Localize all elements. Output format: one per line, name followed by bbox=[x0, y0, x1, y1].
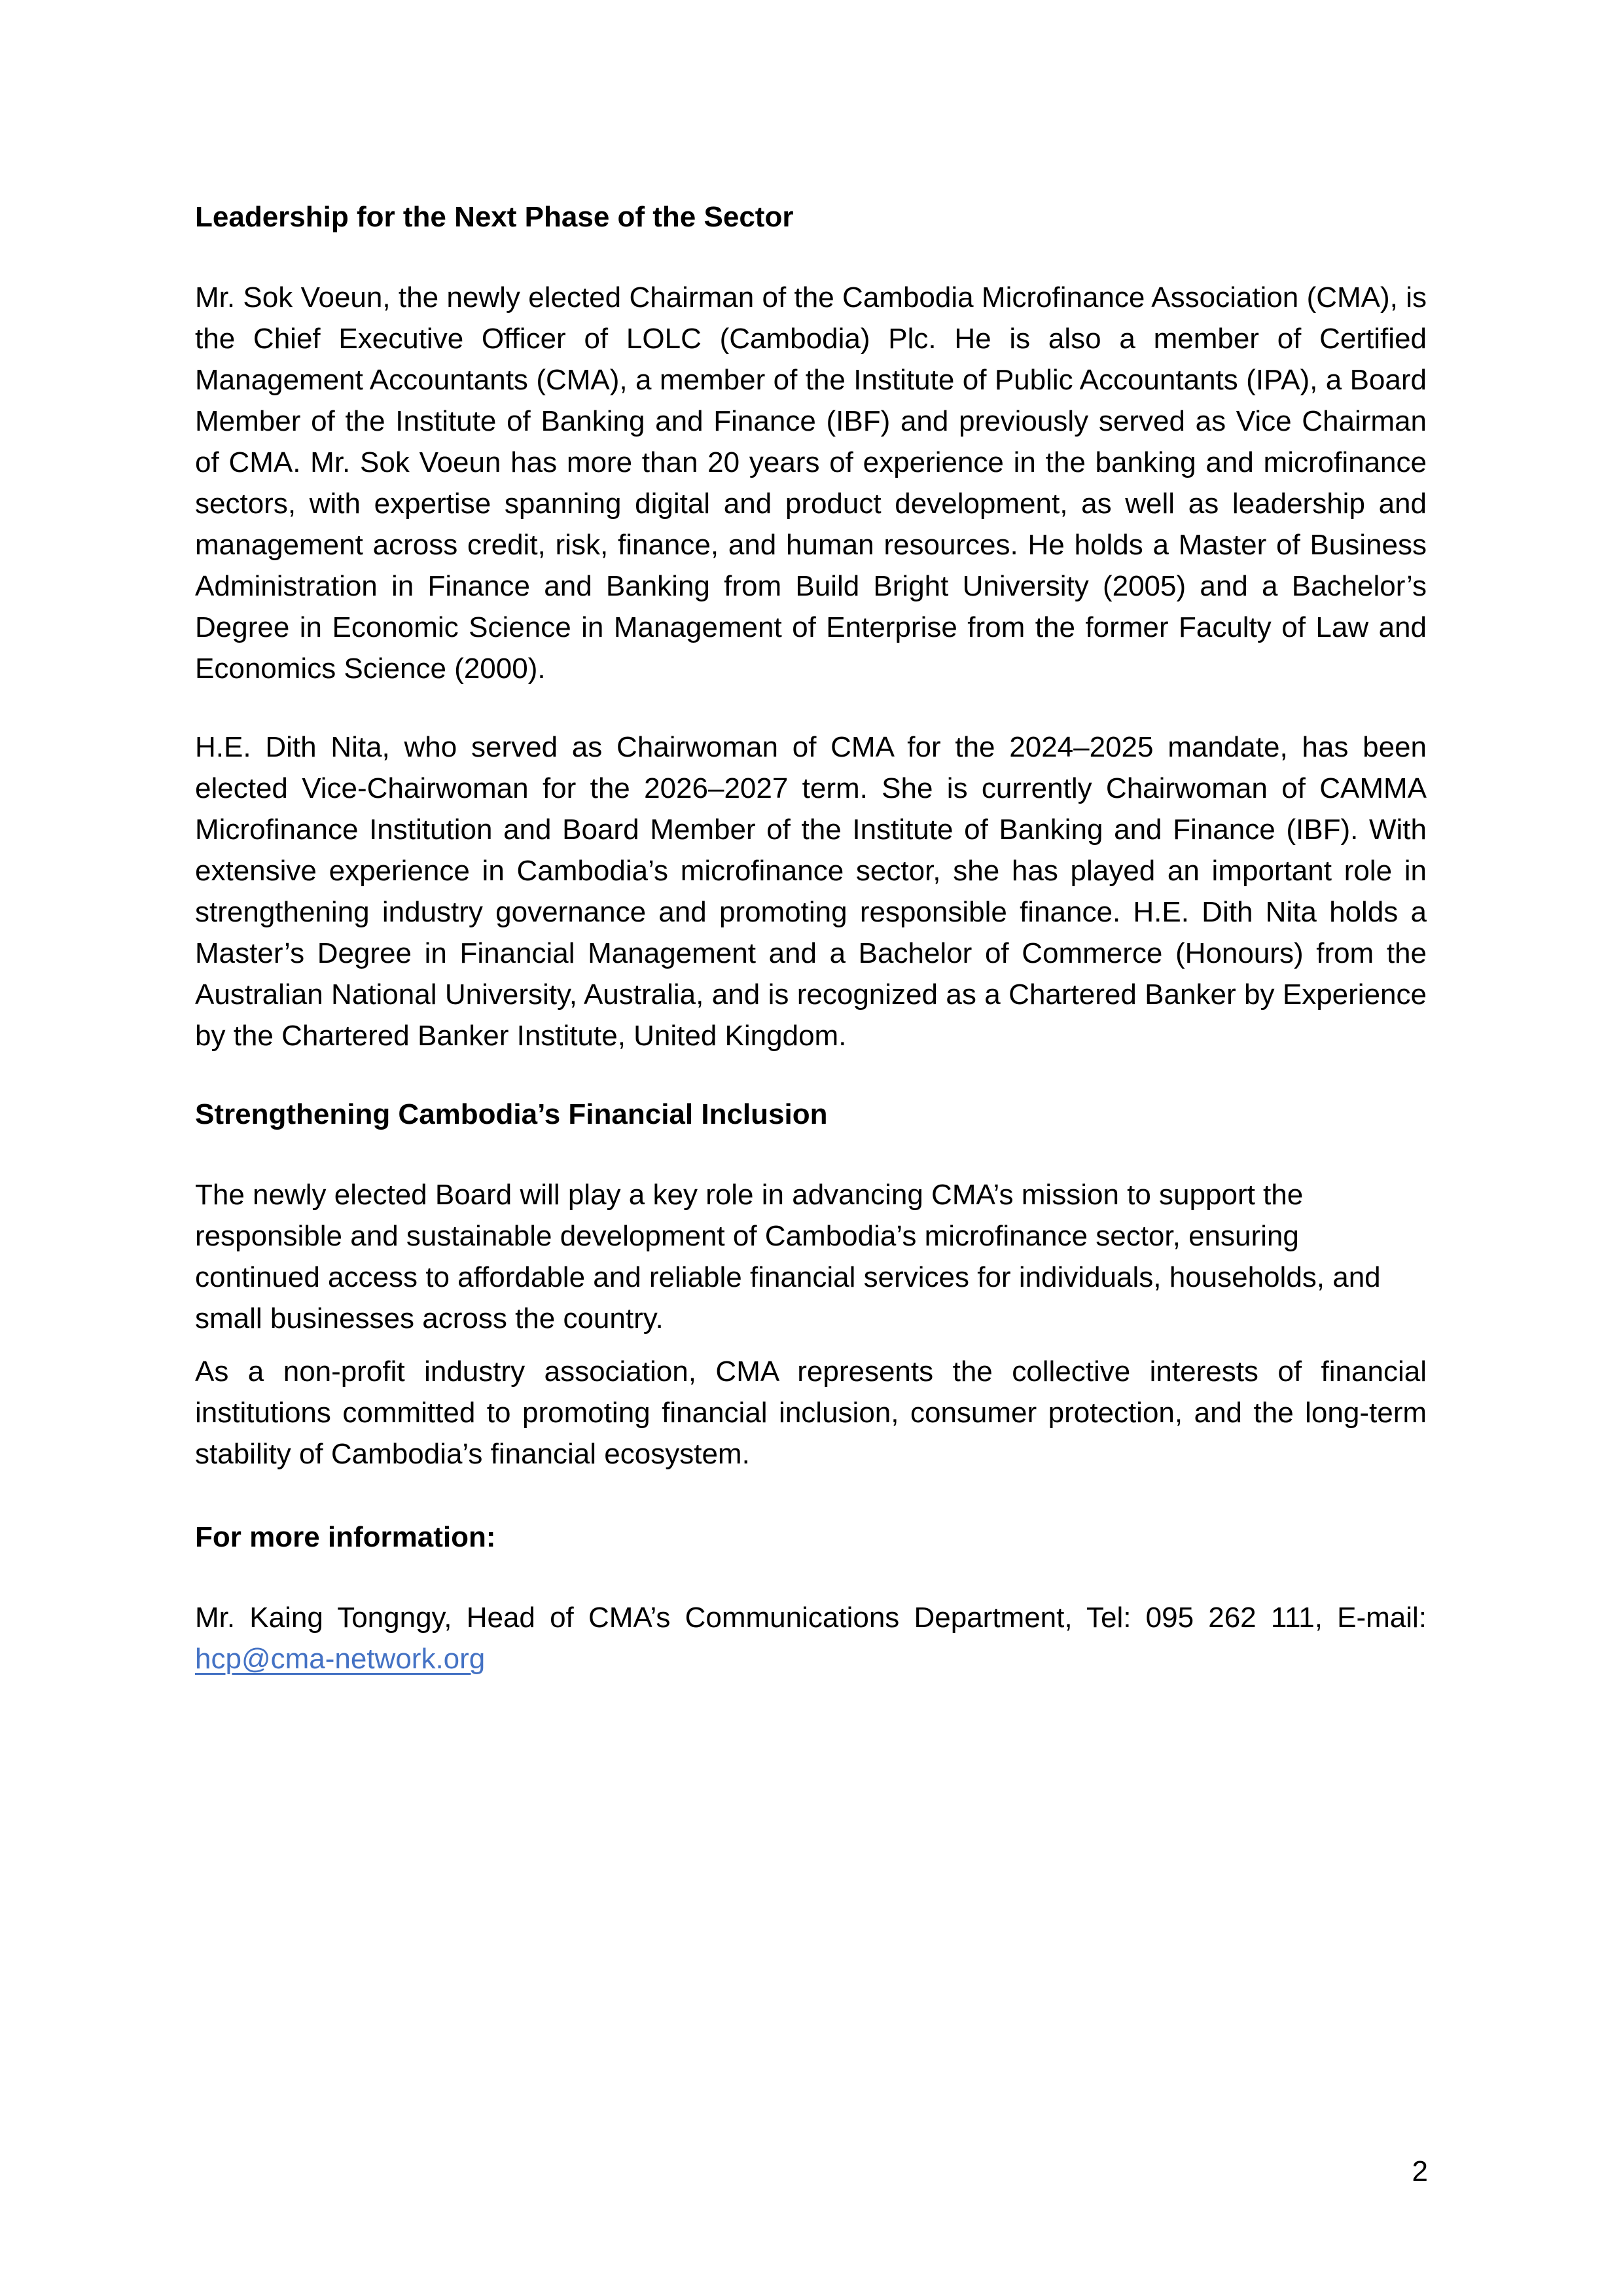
sok-voeun-paragraph: Mr. Sok Voeun, the newly elected Chairman of the Cambodia Microfinance Association (CMA), is the Chief Executive Officer of LOLC (Cambodia) Plc. He is also a member of Certified Management Accountants (CMA), a member of the Institute of Public Accountants (IPA), a Board Member of the Institute of Banking and Finance (IBF) and previously served as Vice Chairman of CMA. Mr. Sok Voeun has more than 20 years of experience in the banking and microfinance sectors, with expertise spanning digital and product development, as well as leadership and management across credit, risk, finance, and human resources. He holds a Master of Business Administration in Finance and Banking from Build Bright University (2005) and a Bachelor’s Degree in Economic Science in Management of Enterprise from the former Faculty of Law and Economics Science (2000). bbox=[195, 281, 1427, 685]
inclusion-section-heading: Strengthening Cambodia’s Financial Inclusion bbox=[195, 1098, 828, 1130]
email-link[interactable]: hcp@cma-network.org bbox=[195, 1643, 486, 1675]
contact-paragraph bbox=[195, 1597, 1427, 1679]
leadership-section-heading: Leadership for the Next Phase of the Sector bbox=[195, 201, 794, 233]
contact-section-heading: For more information: bbox=[195, 1521, 496, 1553]
nonprofit-paragraph: As a non-profit industry association, CMA represents the collective interests of financial institutions committed to promoting financial inclusion, consumer protection, and the long-term stability of Cambodia’s financial ecosystem. bbox=[195, 1355, 1427, 1470]
contact-text: Mr. Kaing Tongngy, Head of CMA’s Communications Department, Tel: 095 262 111, E-mail: bbox=[195, 1602, 1427, 1634]
page-number: 2 bbox=[1412, 2155, 1428, 2187]
board-mission-paragraph: The newly elected Board will play a key role in advancing CMA’s mission to support the responsible and sustainable development of Cambodia’s microfinance sector, ensuring continued access to affordable and reliable financial services for individuals, households, and small businesses across the country. bbox=[195, 1179, 1381, 1335]
dith-nita-paragraph: H.E. Dith Nita, who served as Chairwoman of CMA for the 2024–2025 mandate, has been elected Vice-Chairwoman for the 2026–2027 term. She is currently Chairwoman of CAMMA Microfinance Institution and Board Member of the Institute of Banking and Finance (IBF). With extensive experience in Cambodia’s microfinance sector, she has played an important role in strengthening industry governance and promoting responsible finance. H.E. Dith Nita holds a Master’s Degree in Financial Management and a Bachelor of Commerce (Honours) from the Australian National University, Australia, and is recognized as a Chartered Banker by Experience by the Chartered Banker Institute, United Kingdom. bbox=[195, 731, 1427, 1052]
